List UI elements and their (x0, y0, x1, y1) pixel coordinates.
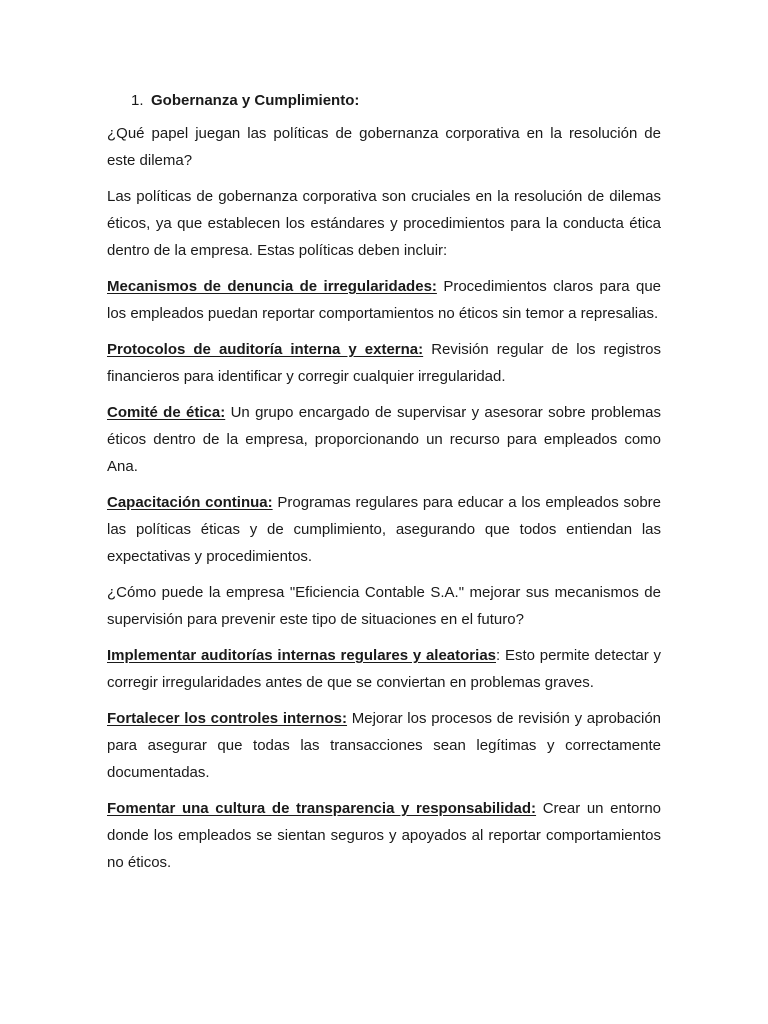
policy-text: Revisión regular de los registros financieros para identificar y corregir cualquier irregularidad. (107, 341, 662, 385)
policy-term: Capacitación continua: (107, 494, 273, 511)
document-page (107, 87, 661, 885)
policy-text: Programas regulares para educar a los empleados sobre las políticas éticas y de cumplimiento, asegurando que todos entiendan las expectativas y procedimientos. (107, 494, 661, 565)
policy-item (107, 273, 661, 327)
measure-term: Fortalecer los controles internos: (107, 710, 348, 727)
intro-paragraph: Las políticas de gobernanza corporativa son cruciales en la resolución de dilemas éticos, ya que establecen los estándares y procedimientos para la conducta ética dentro de la empresa. Estas políticas deben incluir: (107, 188, 661, 259)
section-title: Gobernanza y Cumplimiento: (151, 92, 360, 109)
question-governance: ¿Qué papel juegan las políticas de gobernanza corporativa en la resolución de este dilema? (107, 125, 661, 169)
policy-text: Procedimientos claros para que los empleados puedan reportar comportamientos no éticos sin temor a represalias. (107, 278, 661, 322)
section-heading (131, 87, 661, 114)
policy-term: Protocolos de auditoría interna y externa: (107, 341, 424, 358)
policy-text: Un grupo encargado de supervisar y asesorar sobre problemas éticos dentro de la empresa, proporcionando un recurso para empleados como Ana. (107, 404, 661, 475)
measure-separator (536, 800, 543, 817)
measure-item (107, 795, 661, 876)
policy-term: Mecanismos de denuncia de irregularidades: (107, 278, 437, 295)
policy-term: Comité de ética: (107, 404, 226, 421)
question-supervision: ¿Cómo puede la empresa "Eficiencia Contable S.A." mejorar sus mecanismos de supervisión para prevenir este tipo de situaciones en el futuro? (107, 584, 661, 628)
measure-text: Mejorar los procesos de revisión y aprobación para asegurar que todas las transacciones sean legítimas y correctamente documentadas. (107, 710, 662, 781)
measure-text: Crear un entorno donde los empleados se sientan seguros y apoyados al reportar comportamientos no éticos. (107, 800, 662, 871)
measure-term: Implementar auditorías internas regulares y aleatorias (107, 647, 496, 664)
measure-item (107, 642, 661, 696)
measure-item (107, 705, 661, 786)
section-number: 1. (131, 92, 144, 109)
policy-item (107, 336, 661, 390)
policy-item (107, 399, 661, 480)
measure-term: Fomentar una cultura de transparencia y responsabilidad: (107, 800, 537, 817)
policy-separator (423, 341, 431, 358)
measure-text: Esto permite detectar y corregir irregularidades antes de que se conviertan en problemas graves. (107, 647, 661, 691)
measure-separator: : (496, 647, 505, 664)
policy-item (107, 489, 661, 570)
